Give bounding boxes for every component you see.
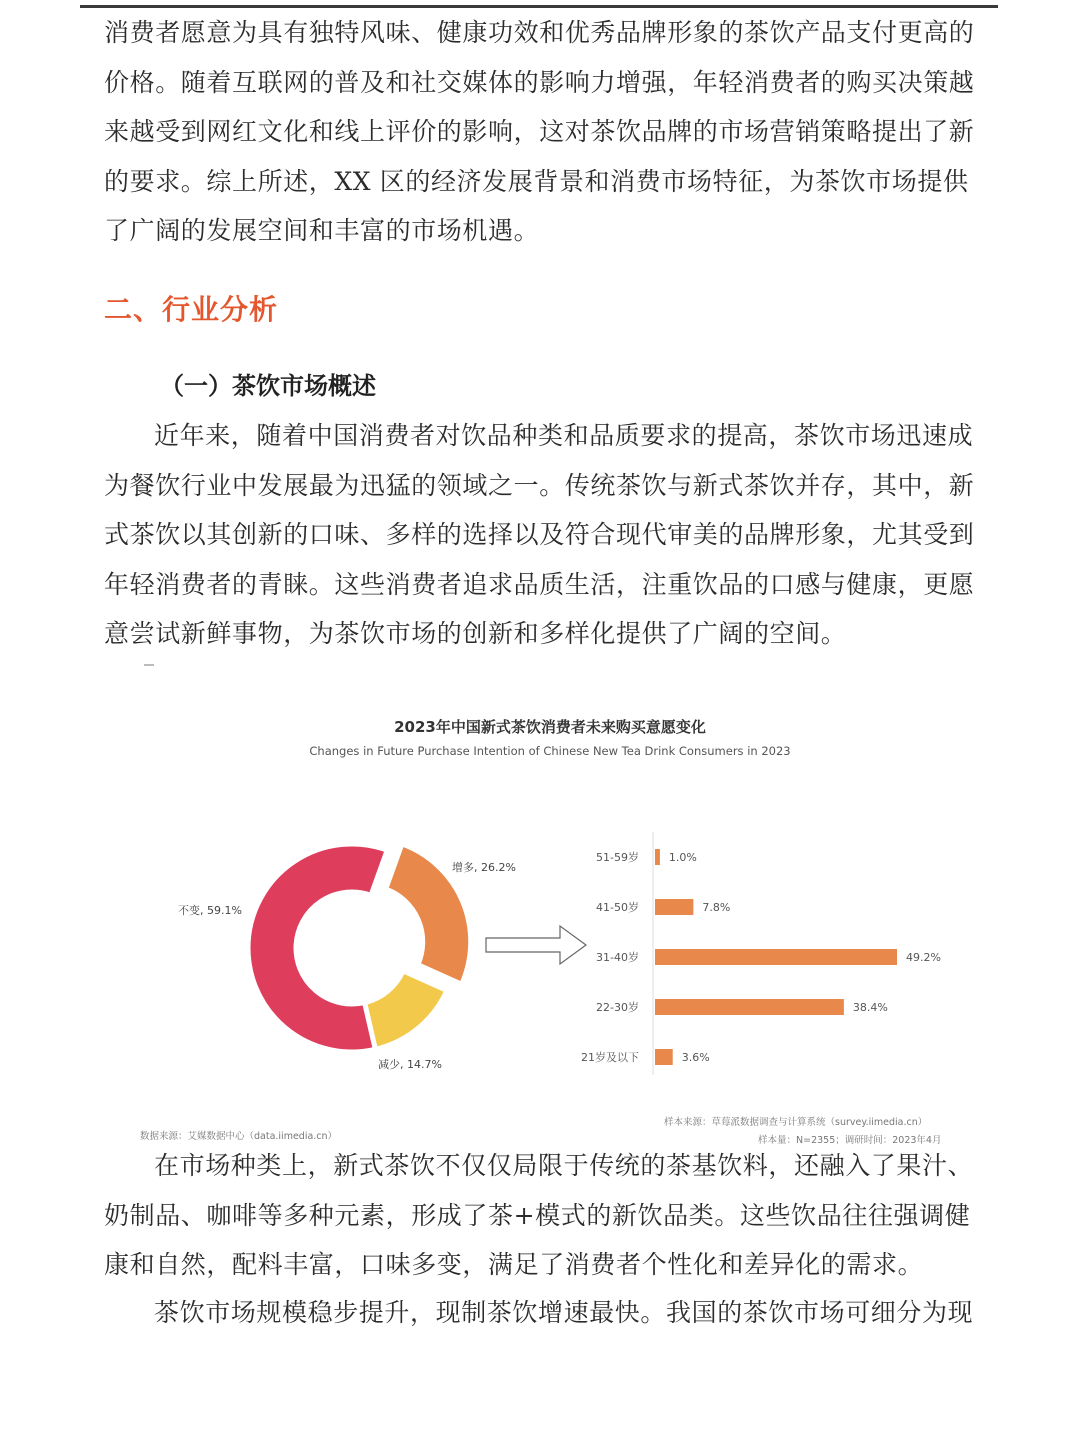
pie-label-unchanged: 不变, 59.1%	[178, 904, 242, 917]
paragraph-scale: 茶饮市场规模稳步提升，现制茶饮增速最快。我国的茶饮市场可细分为现	[154, 1298, 974, 1327]
section-heading: 二、行业分析	[104, 293, 279, 326]
bar-category-label: 41-50岁	[596, 901, 639, 914]
chart-source-right-2: 样本量：N=2355；调研时间：2023年4月	[758, 1135, 942, 1146]
paragraph-top: 消费者愿意为具有独特风味、健康功效和优秀品牌形象的茶饮产品支付更高的价格。随着互联网的普及和社交媒体的影响力增强，年轻消费者的购买决策越来越受到网红文化和线上评价的影响，这对茶饮品牌的市场营销策略提出了新的要求。综上所述，XX 区的经济发展背景和消费市场特征，为茶饮市场提供了广阔的发展空间和丰富的市场机遇。	[104, 18, 975, 245]
bar-4	[655, 1049, 673, 1065]
paragraph-overview: 近年来，随着中国消费者对饮品种类和品质要求的提高，茶饮市场迅速成为餐饮行业中发展最为迅猛的领域之一。传统茶饮与新式茶饮并存，其中，新式茶饮以其创新的口味、多样的选择以及符合现代审美的品牌形象，尤其受到年轻消费者的青睐。这些消费者追求品质生活，注重饮品的口感与健康，更愿意尝试新鲜事物，为茶饮市场的创新和多样化提供了广阔的空间。	[104, 421, 975, 648]
paragraph-types: 在市场种类上，新式茶饮不仅仅局限于传统的茶基饮料，还融入了果汁、奶制品、咖啡等多种元素，形成了茶+模式的新饮品类。这些饮品往往强调健康和自然，配料丰富，口味多变，满足了消费者个性化和差异化的需求。	[104, 1151, 974, 1279]
chart-title: 2023年中国新式茶饮消费者未来购买意愿变化	[394, 718, 706, 736]
stray-dash	[144, 664, 154, 666]
bar-category-label: 31-40岁	[596, 951, 639, 964]
arrow-shape	[486, 926, 586, 964]
pie-slice-decrease	[365, 971, 447, 1049]
bar-category-label: 22-30岁	[596, 1001, 639, 1014]
bar-value-label: 3.6%	[681, 1051, 710, 1064]
bar-value-label: 7.8%	[702, 901, 731, 914]
bar-3	[655, 999, 844, 1015]
bar-value-label: 49.2%	[906, 951, 941, 964]
pie-slice-unchanged	[248, 844, 387, 1052]
bar-0	[655, 849, 660, 865]
chart-subtitle: Changes in Future Purchase Intention of Chinese New Tea Drink Consumers in 2023	[309, 744, 791, 758]
chart-source-right-1: 样本来源：草莓派数据调查与计算系统（survey.iimedia.cn）	[664, 1117, 928, 1128]
bar-category-label: 21岁及以下	[581, 1051, 639, 1064]
chart-source-left: 数据来源：艾媒数据中心（data.iimedia.cn）	[140, 1131, 338, 1142]
pie-label-decrease: 减少, 14.7%	[378, 1058, 442, 1071]
pie-label-increase: 增多, 26.2%	[452, 861, 516, 874]
chart-svg	[120, 700, 980, 1150]
bar-2	[655, 949, 897, 965]
subsection-heading: （一）茶饮市场概述	[160, 372, 376, 400]
chart-figure	[120, 700, 980, 1150]
bar-value-label: 38.4%	[852, 1001, 888, 1014]
bar-value-label: 1.0%	[668, 851, 697, 864]
bar-1	[655, 899, 693, 915]
bar-category-label: 51-59岁	[596, 851, 639, 864]
